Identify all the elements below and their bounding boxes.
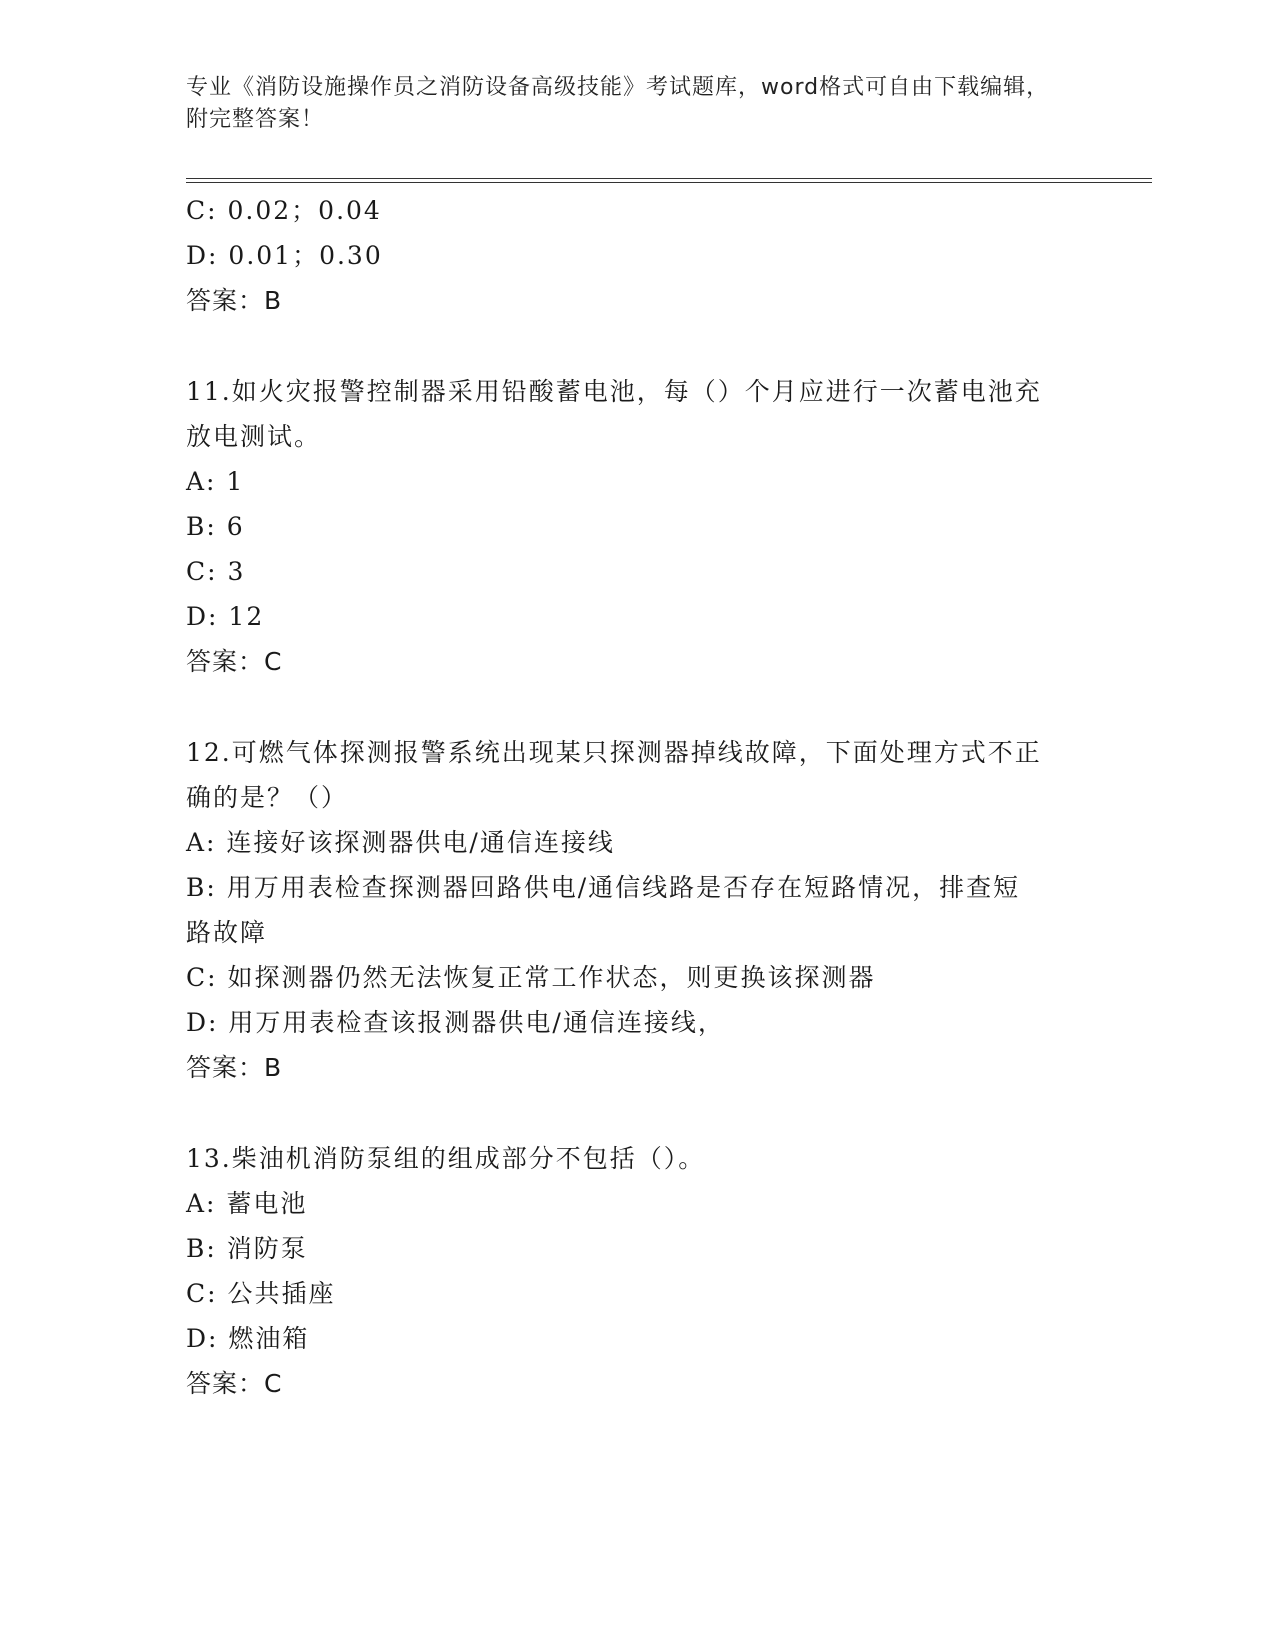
option-d: D: 12 [186, 602, 265, 631]
option-d: D: 0.01；0.30 [186, 241, 383, 270]
question-text: 13.柴油机消防泵组的组成部分不包括（）。 [186, 1144, 706, 1173]
option-b: B: 消防泵 [186, 1234, 308, 1263]
spacer [186, 323, 1086, 369]
answer-line: 答案：B [186, 1053, 283, 1082]
spacer [186, 1090, 1086, 1136]
answer-line: 答案：C [186, 1369, 283, 1398]
answer-line: 答案：C [186, 647, 283, 676]
question-text: 12.可燃气体探测报警系统出现某只探测器掉线故障，下面处理方式不正确的是？（） [186, 738, 1042, 812]
option-b: B: 6 [186, 512, 245, 541]
answer-line: 答案：B [186, 286, 283, 315]
option-a: A: 蓄电池 [186, 1189, 308, 1218]
option-c: C: 3 [186, 557, 246, 586]
header-divider [186, 178, 1152, 183]
option-c: C: 0.02；0.04 [186, 196, 382, 225]
document-header: 专业《消防设施操作员之消防设备高级技能》考试题库，word格式可自由下载编辑，附完整答案！ [186, 75, 1050, 132]
option-a: A: 连接好该探测器供电/通信连接线 [186, 828, 615, 857]
question-list [186, 188, 1086, 1406]
question-text: 11.如火灾报警控制器采用铅酸蓄电池，每（）个月应进行一次蓄电池充放电测试。 [186, 377, 1042, 451]
option-d: D: 燃油箱 [186, 1324, 310, 1353]
option-c: C: 公共插座 [186, 1279, 336, 1308]
option-b: B: 用万用表检查探测器回路供电/通信线路是否存在短路情况，排查短路故障 [186, 873, 1021, 947]
option-c: C: 如探测器仍然无法恢复正常工作状态，则更换该探测器 [186, 963, 876, 992]
option-d: D: 用万用表检查该报测器供电/通信连接线， [186, 1008, 725, 1037]
spacer [186, 684, 1086, 730]
option-a: A: 1 [186, 467, 245, 496]
